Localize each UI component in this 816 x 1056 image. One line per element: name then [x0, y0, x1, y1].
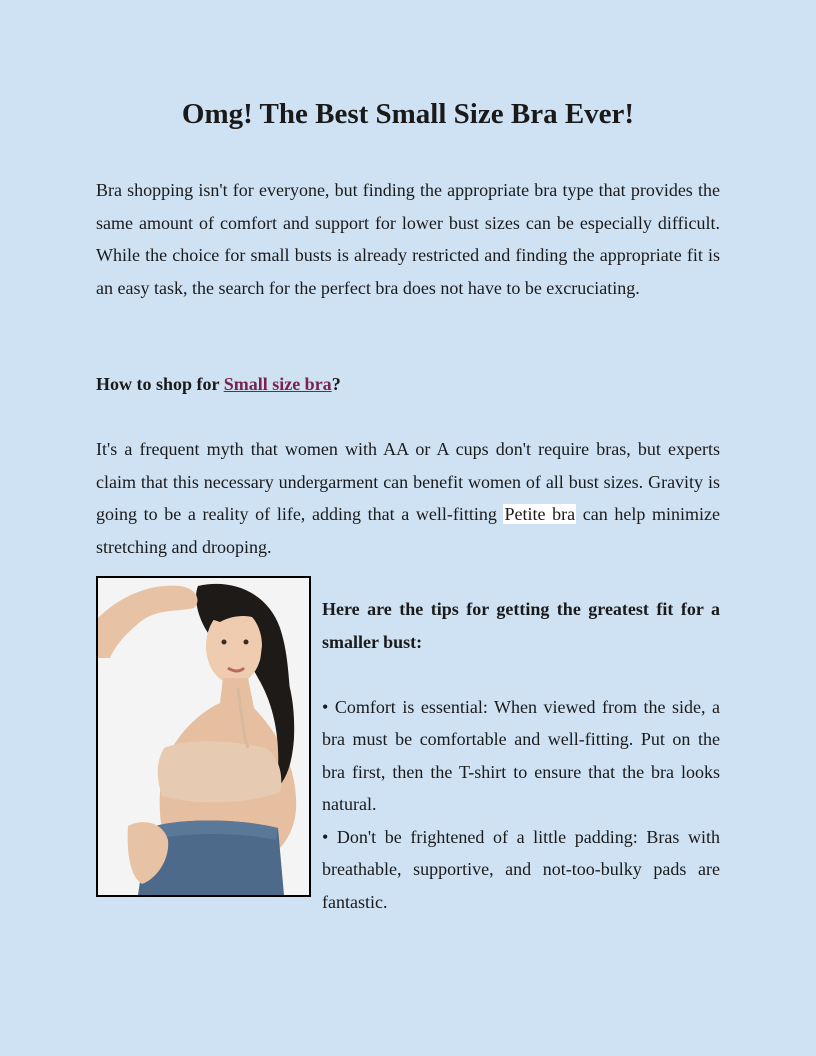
tip-item: • Comfort is essential: When viewed from the side, a bra must be comfortable and well-fitting. Put on the bra first, then the T-shirt to ensure that the bra looks natural. — [322, 696, 720, 814]
small-size-bra-link[interactable]: Small size bra — [223, 374, 332, 394]
section-heading-prefix: How to shop for — [96, 374, 224, 394]
page-title: Omg! The Best Small Size Bra Ever! — [181, 98, 635, 130]
myth-paragraph — [96, 433, 720, 563]
tips-heading: Here are the tips for getting the greatest fit for a smaller bust: — [322, 599, 720, 652]
petite-bra-highlight: Petite bra — [504, 504, 576, 524]
model-photo — [96, 576, 311, 897]
section-heading-suffix: ? — [331, 374, 341, 394]
tips-section — [322, 593, 720, 918]
model-illustration — [98, 578, 309, 895]
tips-spacer — [322, 658, 720, 691]
myth-text-after: can help minimize stretching and drooping. — [96, 504, 720, 557]
intro-paragraph: Bra shopping isn't for everyone, but finding the appropriate bra type that provides the same amount of comfort and support for lower bust sizes can be especially difficult. While the choice for small busts is already restricted and finding the appropriate fit is an easy task, the search for the perfect bra does not have to be excruciating. — [96, 180, 720, 298]
tip-item: • Don't be frightened of a little padding: Bras with breathable, supportive, and not-too-bulky pads are fantastic. — [322, 826, 720, 912]
section-heading — [96, 368, 720, 401]
myth-text-before: It's a frequent myth that women with AA or A cups don't require bras, but experts claim that this necessary undergarment can benefit women of all bust sizes. Gravity is going to be a reality of life, adding that a well-fitting — [96, 439, 720, 524]
